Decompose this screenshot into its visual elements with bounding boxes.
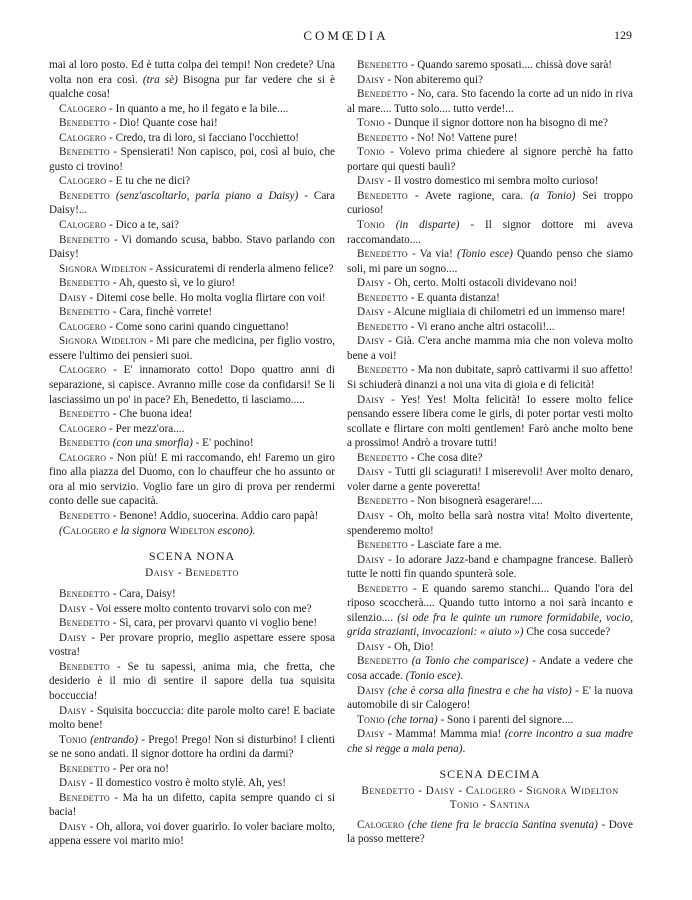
dialogue-line (347, 640, 633, 655)
speaker-name: Calogero (59, 102, 107, 115)
speaker-name: Calogero (59, 175, 107, 188)
speaker-name: Daisy (59, 602, 87, 615)
dialogue-line (347, 247, 633, 276)
dialogue-line (49, 276, 335, 291)
dialogue-line (49, 587, 335, 602)
speaker-name: Benedetto (59, 277, 110, 290)
dialogue-line (347, 393, 633, 451)
dialogue-line (49, 174, 335, 189)
speaker-name: Daisy (357, 640, 385, 653)
speaker-name: Benedetto (59, 233, 110, 246)
dialogue-line (347, 276, 633, 291)
stage-direction: (a Tonio che comparisce) (411, 655, 529, 668)
line-text: - Volevo prima chiedere al signore perchè ha fatto portare qui questi bauli? (347, 146, 633, 173)
speaker-name: Benedetto (59, 117, 110, 130)
stage-direction: (entrando) (90, 733, 138, 746)
line-text: - Cara Daisy!... (49, 189, 335, 217)
dialogue-line (347, 58, 633, 73)
dialogue-line (49, 116, 335, 131)
dialogue-line (347, 494, 633, 509)
dialogue-line (347, 727, 633, 756)
speaker-name: Tonio (357, 219, 385, 232)
exit-end: escono). (215, 524, 256, 537)
stage-direction: (con una smorfia) (112, 437, 193, 450)
speaker-name: Daisy (357, 175, 385, 188)
stage-direction: (che è corsa alla finestra e che ha visto) (388, 684, 572, 697)
speaker-name: Tonio (357, 713, 385, 726)
line-text: - Va via! (407, 248, 453, 261)
dialogue-line (347, 509, 633, 538)
speaker-name: Benedetto (357, 248, 408, 261)
stage-direction: (si ode fra le quinte un rumore formidabile, vocio, grida strazianti, invocazioni: « aiuto ») (347, 611, 633, 639)
right-column (347, 58, 633, 847)
speaker-name: Signora Widelton (59, 262, 147, 275)
dialogue-line (347, 465, 633, 494)
speaker-name: Benedetto (59, 660, 110, 673)
dialogue-line (49, 145, 335, 174)
speaker-name: Benedetto (357, 582, 408, 595)
dialogue-line (49, 762, 335, 777)
scene-title: SCENA NONA (148, 549, 236, 564)
stage-direction: (tra sè) (142, 73, 178, 86)
speaker-name: Benedetto (59, 437, 110, 450)
stage-direction: (Tonio esce) (452, 248, 513, 261)
dialogue-line (49, 616, 335, 631)
line-text: - E tu che ne dici? (106, 175, 191, 188)
speaker-name: Signora Widelton (59, 335, 147, 348)
stage-direction: (corre incontro a sua madre che si regge a mala pena) (347, 728, 633, 755)
speaker-name: Benedetto (357, 364, 408, 377)
speaker-name: Benedetto (357, 495, 408, 508)
dialogue-line (347, 334, 633, 363)
line-text: - Come sono carini quando cinguettano! (106, 320, 289, 333)
exit-mid: e la signora (110, 524, 170, 537)
speaker-name: Daisy (357, 684, 385, 697)
speaker-name: Benedetto (357, 539, 408, 552)
line-text: - Sono i parenti del signore.... (437, 713, 574, 726)
dialogue-line (347, 684, 633, 713)
line-text: - Dio! Quante cose hai! (109, 117, 218, 130)
line-text: - Avete ragione, cara. (407, 189, 523, 202)
speaker-name: Calogero (62, 524, 111, 537)
dialogue-line (49, 218, 335, 233)
line-text: - Tutti gli sciagurati! I miserevoli! Aver molto denaro, voler darne a gente poveretta! (347, 466, 633, 493)
line-text: - Io adorare Jazz-band e champagne francese. Ballerò tutte le notti fin quando spunterà sole. (347, 553, 633, 581)
speaker-name: Benedetto (59, 762, 110, 775)
exit-open: ( (59, 524, 63, 537)
journal-title: COMŒDIA (303, 28, 389, 43)
dialogue-line (347, 218, 633, 247)
line-text: - In quanto a me, ho il fegato e la bile.... (106, 102, 289, 115)
line-text: - Spensierati! Non capisco, poi, così al buio, che gusto ci trovino! (49, 146, 335, 173)
speaker-name: Calogero (357, 818, 405, 831)
dialogue-line (347, 305, 633, 320)
line-text: - Che cosa dite? (407, 451, 483, 464)
dialogue-line (347, 189, 633, 218)
line-text: Sei troppo curioso! (347, 189, 633, 217)
speaker-name: Tonio (59, 733, 87, 746)
scene-cast: Benedetto - Daisy - Calogero - Signora Widelton (361, 784, 619, 797)
line-text: - No! No! Vattene pure! (407, 131, 518, 144)
line-text: - Vi domando scusa, babbo. Stavo parlando con Daisy! (49, 233, 335, 261)
left-column (49, 58, 335, 849)
speaker-name: Daisy (59, 777, 87, 790)
line-text: - E' innamorato cotto! Dopo quattro anni di separazione, si capisce. Avranno mille cose da confidarsi! Se li lasciassimo un po' in pace? Eh, Benedetto, ti lasciamo..... (49, 364, 335, 406)
dialogue-line (347, 363, 633, 392)
line-text: - Per mezz'ora.... (106, 422, 185, 435)
dialogue-line (49, 776, 335, 791)
dialogue-line (49, 320, 335, 335)
line-text: - Lasciate fare a me. (407, 539, 502, 552)
line-text: - Ma non dubitate, saprò cattivarmi il suo affetto! Si schiuderà dinanzi a noi una vita di gioia e di felicità! (347, 364, 633, 392)
line-text: - Per provare proprio, meglio aspettare essere sposa vostra! (49, 631, 335, 659)
line-text: - Vi erano anche altri ostacoli!... (407, 320, 555, 333)
speaker-name: Widelton (169, 524, 215, 537)
speaker-name: Daisy (59, 704, 87, 717)
line-text: - Ditemi cose belle. Ho molta voglia flirtare con voi! (86, 291, 326, 304)
line-text: - E quando saremo stanchi... Quando l'ora del riposo scoccherà.... Quando tutto intorno a noi sarà incanto e silenzio.... (347, 582, 633, 624)
line-text: - Il signor dottore mi aveva raccomandato.... (347, 219, 633, 246)
dialogue-line (347, 713, 633, 728)
line-text: - Il vostro domestico mi sembra molto curioso! (384, 175, 599, 188)
line-text: . (462, 742, 466, 755)
line-text: - Il domestico vostro è molto stylè. Ah, yes! (86, 777, 286, 790)
dialogue-line (49, 704, 335, 733)
line-text: Che cosa succede? (523, 626, 611, 639)
dialogue-line (49, 131, 335, 146)
stage-direction: (Tonio esce) (402, 669, 461, 682)
speaker-name: Daisy (357, 509, 385, 522)
speaker-name: Benedetto (357, 655, 408, 668)
line-text: - Oh, molto bella sarà nostra vita! Molto divertente, spenderemo molto! (347, 509, 633, 537)
speaker-name: Benedetto (59, 306, 110, 319)
line-text: - Squisita boccuccia: dite parole molto care! E baciate molto bene! (49, 704, 335, 732)
line-text: - Non più! E mi raccomando, eh! Faremo un giro fino alla piazza del Duomo, con lo chauffeur che ho assunto or ora al mio servizio. Voglio fare un giro di prova per rendermi conto delle sue capacità. (49, 451, 335, 508)
line-text: - E' la nuova automobile di sir Calogero! (347, 684, 634, 712)
dialogue-line (49, 407, 335, 422)
line-text: - Benone! Addio, suocerina. Addio caro papà! (109, 509, 319, 522)
speaker-name: Tonio (357, 117, 385, 130)
dialogue-line (347, 131, 633, 146)
stage-direction: (in disparte) (395, 219, 460, 232)
line-text: - Non abiteremo qui? (384, 73, 483, 86)
line-text: - Voi essere molto contento trovarvi solo con me? (86, 602, 312, 615)
speaker-name: Benedetto (357, 451, 408, 464)
line-text: - Mi pare che medicina, per figlio vostro, essere l'ultimo dei pensieri suoi. (49, 335, 335, 362)
speaker-name: Benedetto (59, 509, 110, 522)
line-text: - Dove la posso mettere? (347, 818, 634, 846)
dialogue-line (49, 602, 335, 617)
dialogue-line (347, 116, 633, 131)
line-text: - Dunque il signor dottore non ha bisogno di me? (384, 117, 608, 130)
speaker-name: Benedetto (357, 88, 408, 101)
line-text: - Dico a te, sai? (106, 219, 179, 232)
scene-title: SCENA DECIMA (439, 767, 541, 782)
line-text: - Alcune migliaia di chilometri ed un immenso mare! (384, 306, 626, 319)
line-text: - Cara, Daisy! (109, 588, 176, 601)
speaker-name: Daisy (357, 393, 385, 406)
line-text: - No, cara. Sto facendo la corte ad un nido in riva al mare.... Tutto solo.... tutto verde!... (347, 88, 633, 115)
dialogue-line (49, 102, 335, 117)
speaker-name: Daisy (59, 631, 87, 644)
line-text: - Sì, cara, per provarvi quanto vi voglio bene! (109, 617, 318, 630)
dialogue-line (347, 451, 633, 466)
line-text: - Assicuratemi di renderla almeno felice? (146, 262, 334, 275)
speaker-name: Daisy (357, 553, 385, 566)
stage-direction: (senz'ascoltarlo, parla piano a Daisy) (115, 189, 299, 202)
dialogue-line (49, 631, 335, 660)
speaker-name: Calogero (59, 451, 107, 464)
dialogue-line (49, 509, 335, 524)
dialogue-line (49, 820, 335, 849)
line-text: Bisogna pur far vedere che si è qualche cosa! (49, 73, 336, 101)
dialogue-line (347, 654, 633, 683)
line-text: - Che buona idea! (109, 408, 193, 421)
line-text: - Yes! Yes! Molta felicità! Io essere molto felice pensando essere libera come le girls, di poter portar vesti molto scollate e flirtare con molti gentlemen! Farò anche molto bene a prossimo! Andrò a trovare tutti! (347, 393, 633, 450)
stage-direction-exit (49, 524, 335, 539)
speaker-name: Daisy (357, 466, 385, 479)
dialogue-line (347, 553, 633, 582)
line-text: - Ah, questo sì, ve lo giuro! (109, 277, 236, 290)
dialogue-line (49, 660, 335, 704)
speaker-name: Calogero (59, 219, 107, 232)
dialogue-line (347, 87, 633, 116)
line-text: - Ma ha un difetto, capita sempre quando ci si bacia! (49, 791, 335, 819)
dialogue-line (347, 145, 633, 174)
page-number: 129 (614, 28, 632, 42)
speaker-name: Daisy (357, 277, 385, 290)
dialogue-line (347, 73, 633, 88)
line-text: mai al loro posto. Ed è tutta colpa dei tempi! Non credete? Una volta non era così. (49, 59, 335, 86)
speaker-name: Benedetto (357, 291, 408, 304)
line-text: - Oh, certo. Molti ostacoli dividevano noi! (384, 277, 578, 290)
line-text: - Non bisognerà esagerare!.... (407, 495, 543, 508)
dialogue-line (347, 818, 633, 847)
dialogue-line (347, 174, 633, 189)
stage-direction: (che torna) (387, 713, 438, 726)
speaker-name: Benedetto (59, 408, 110, 421)
line-text: - E' pochino! (192, 437, 254, 450)
speaker-name: Daisy (357, 728, 385, 741)
speaker-name: Daisy (59, 291, 87, 304)
speaker-name: Daisy (59, 820, 87, 833)
dialogue-line (347, 320, 633, 335)
line-text: - E quanta distanza! (407, 291, 500, 304)
scene-cast: Tonio - Santina (449, 799, 531, 812)
line-text: - Credo, tra di loro, si facciano l'occhietto! (106, 131, 300, 144)
speaker-name: Benedetto (59, 146, 110, 159)
line-text: - Già. C'era anche mamma mia che non voleva molto bene a voi! (347, 335, 633, 362)
dialogue-line (49, 791, 335, 820)
speaker-name: Daisy (357, 335, 385, 348)
line-text: - Oh, Dio! (384, 640, 434, 653)
dialogue-line (49, 422, 335, 437)
dialogue-line (347, 538, 633, 553)
speaker-name: Calogero (59, 320, 107, 333)
dialogue-line (49, 305, 335, 320)
stage-direction: (che tiene fra le braccia Santina svenuta) (407, 818, 598, 831)
dialogue-line (49, 451, 335, 509)
page-header (0, 26, 692, 46)
line-text: . (460, 669, 464, 682)
paragraph (49, 58, 335, 102)
dialogue-line (49, 363, 335, 407)
speaker-name: Benedetto (59, 189, 110, 202)
speaker-name: Benedetto (59, 588, 110, 601)
speaker-name: Calogero (59, 422, 107, 435)
line-text: - Per ora no! (109, 762, 169, 775)
speaker-name: Benedetto (59, 791, 110, 804)
dialogue-line (49, 291, 335, 306)
line-text: Quando penso che siamo soli, mi pare un sogno.... (347, 248, 633, 275)
dialogue-line (347, 291, 633, 306)
speaker-name: Daisy (357, 306, 385, 319)
stage-direction: (a Tonio) (523, 189, 576, 202)
line-text: - Oh, allora, voi dover guarirlo. Io voler baciare molto, appena essere voi marito mio! (49, 820, 335, 848)
speaker-name: Calogero (59, 131, 107, 144)
dialogue-line (49, 233, 335, 262)
line-text: - Cara, finchè vorrete! (109, 306, 213, 319)
line-text: - Mamma! Mamma mia! (384, 728, 502, 741)
dialogue-line (49, 334, 335, 363)
dialogue-line (49, 733, 335, 762)
line-text: - Prego! Prego! Non si disturbino! I clienti se ne sono andati. Il signor dottore ha ordini da darmi? (49, 733, 336, 761)
speaker-name: Daisy (357, 73, 385, 86)
line-text: - Se tu sapessi, anima mia, che fretta, che desiderio è il mio di sentire il sapore della tua squisita boccuccia! (49, 660, 335, 702)
speaker-name: Benedetto (59, 617, 110, 630)
speaker-name: Benedetto (357, 131, 408, 144)
speaker-name: Calogero (59, 364, 107, 377)
speaker-name: Tonio (357, 146, 385, 159)
line-text: - Andate a vedere che cosa accade. (347, 655, 634, 682)
dialogue-line (49, 189, 335, 218)
speaker-name: Benedetto (357, 189, 408, 202)
scene-cast: Daisy - Benedetto (145, 566, 239, 579)
speaker-name: Benedetto (357, 59, 408, 71)
dialogue-line (49, 262, 335, 277)
line-text: - Quando saremo sposati.... chissà dove sarà! (407, 59, 613, 71)
speaker-name: Benedetto (357, 320, 408, 333)
dialogue-line (347, 582, 633, 640)
dialogue-line (49, 436, 335, 451)
